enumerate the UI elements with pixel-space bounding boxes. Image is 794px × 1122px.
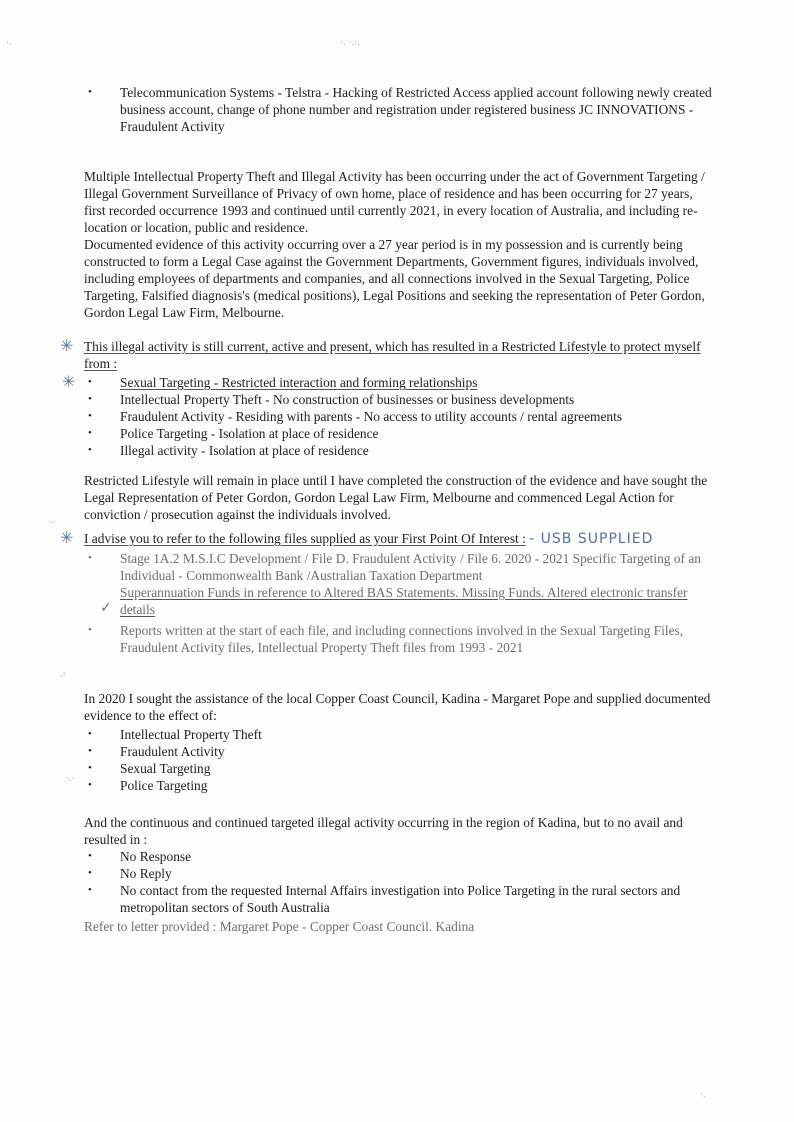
file-reference-text-underlined: Superannuation Funds in reference to Altered BAS Statements. Missing Funds. Altered electronic transfer details [120,585,688,617]
file-reference-item: • Reports written at the start of each file, and including connections involved in the Sexual Targeting Files, Fraudulent Activity files, Intellectual Property Theft files from 1993 - 2021 [84,622,714,656]
council-intro: In 2020 I sought the assistance of the local Copper Coast Council, Kadina - Margaret Pope and supplied documented evidence to the effect of: [84,691,711,723]
files-intro: I advise you to refer to the following files supplied as your First Point Of Interest : [84,531,526,546]
telstra-bullet-block [84,84,714,135]
council-evidence-item: • Police Targeting [84,777,714,794]
handwritten-star-icon: ✳ [60,528,74,547]
council-refer-note: Refer to letter provided : Margaret Pope - Copper Coast Council. Kadina [84,919,475,934]
intro-paragraph-part-1: Multiple Intellectual Property Theft and Illegal Activity has been occurring under the act of Government Targeting / Illegal Government Surveillance of Privacy of own home, place of residence and has been occurring for 27 years, first recorded occurrence 1993 and continued until currently 2021, in every location of Australia, and including re-location or location, public and residence. [84,169,705,235]
scan-speck: ·· [50,518,56,528]
restricted-item: • Fraudulent Activity - Residing with parents - No access to utility accounts / rental agreements [84,408,714,425]
council-evidence-item: • Fraudulent Activity [84,743,714,760]
restricted-intro: This illegal activity is still current, active and present, which has resulted in a Restricted Lifestyle to protect myself from : [84,339,701,371]
council-result-item: • No Reply [84,865,714,882]
scan-speck: ·. ·.·. [340,38,361,48]
council-result-intro: And the continuous and continued targeted illegal activity occurring in the region of Kadina, but to no avail and resulted in : [84,815,683,847]
scan-speck: ·. [6,38,12,48]
scan-speck: ·.· [66,774,75,784]
scan-speck: ·. [700,1090,706,1100]
scan-speck: ·' [60,672,66,682]
council-result-item: • No Response [84,848,714,865]
intro-paragraph-part-2: Documented evidence of this activity occurring over a 27 year period is in my possession and is currently being constructed to form a Legal Case against the Government Departments, Government figures, individuals involved, including employees of departments and companies, and all connections involved in the Sexual Targeting, Police Targeting, Falsified diagnosis's (medical positions), Legal Positions and seeking the representation of Peter Gordon, Gordon Legal Law Firm, Melbourne. [84,237,705,320]
council-evidence-item: • Sexual Targeting [84,760,714,777]
restricted-item: • Police Targeting - Isolation at place of residence [84,425,714,442]
handwritten-star-icon: ✳ [62,372,76,391]
files-section [84,530,714,656]
restricted-item: • Intellectual Property Theft - No construction of businesses or business developments [84,391,714,408]
handwritten-usb-note: - USB SUPPLIED [529,531,654,547]
file-reference-text: Stage 1A.2 M.S.I.C Development / File D. Fraudulent Activity / File 6. 2020 - 2021 Specific Targeting of an Individual - Commonwealth Bank /Australian Taxation Department [120,551,701,583]
council-evidence-item: • Intellectual Property Theft [84,726,714,743]
file-reference-item [84,550,714,618]
telstra-bullet: • Telecommunication Systems - Telstra - Hacking of Restricted Access applied account following newly created business account, change of phone number and registration under registered business JC INNOVATIONS - Fraudulent Activity [84,84,714,135]
handwritten-check-icon: ✓ [100,600,112,616]
restricted-lifestyle-paragraph [84,472,714,523]
handwritten-star-icon: ✳ [60,336,74,355]
restricted-item: • Illegal activity - Isolation at place of residence [84,442,714,459]
restricted-lifestyle-text: Restricted Lifestyle will remain in place until I have completed the construction of the evidence and have sought the Legal Representation of Peter Gordon, Gordon Legal Law Firm, Melbourne and commenced Legal Action for conviction / prosecution against the individuals involved. [84,473,708,522]
council-section [84,690,714,935]
intro-paragraph [84,168,714,321]
council-result-item: • No contact from the requested Internal Affairs investigation into Police Targeting in the rural sectors and metropolitan sectors of South Australia [84,882,714,916]
restricted-item: • Sexual Targeting - Restricted interaction and forming relationships [84,374,714,391]
restricted-lifestyle-section [84,338,714,459]
